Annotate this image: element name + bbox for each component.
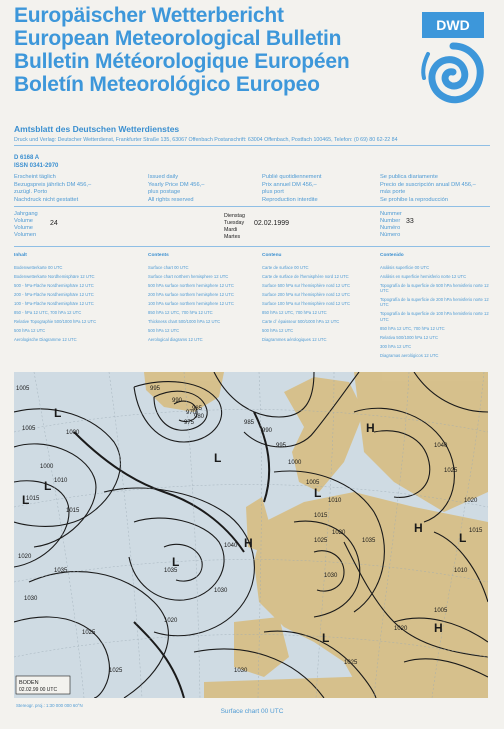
low-pressure-center: L: [54, 406, 62, 420]
title-fr: Bulletin Météorologique Européen: [14, 50, 350, 73]
publication-info-fr: Publié quotidiennement Prix annuel DM 456,– plus port Reproduction interdite: [262, 174, 322, 203]
pressure-label: 995: [150, 386, 161, 392]
pressure-label: 1005: [434, 608, 448, 614]
weekday-labels: Dienstag Tuesday Mardi Martes: [224, 213, 245, 240]
pressure-label: 1010: [328, 498, 342, 504]
divider: [14, 246, 490, 247]
title-de: Europäischer Wetterbericht: [14, 4, 284, 27]
map-stamp: [16, 676, 70, 694]
pressure-label: 1025: [109, 668, 123, 674]
pressure-label: 1015: [469, 528, 483, 534]
high-pressure-center: H: [366, 421, 375, 435]
pressure-label: 1030: [324, 573, 338, 579]
contents-en: Contents Surface chart 00 UTC Surface chart northern hemisphere 12 UTC 500 hPa surface northern hemisphere 12 UTC 200 hPa surface northern hemisphere 12 UTC 100 hPa surface northern hemisphere 12 UTC 850 hPa 12 UTC, 700 hPa 12 UTC Thickness chart 500/1000 hPa 12 UTC 500 hPa 12 UTC Aerological diagrams 12 UTC: [148, 253, 234, 342]
publication-codes: [14, 154, 58, 170]
volume-labels: Jahrgang Volume Volume Volumen: [14, 211, 38, 238]
low-pressure-center: L: [214, 451, 222, 465]
pressure-label: 1015: [26, 496, 40, 502]
low-pressure-center: L: [314, 486, 322, 500]
publication-info-de: Erscheint täglich Bezugspreis jährlich DM 456,– zuzügl. Porto Nachdruck nicht gestattet: [14, 174, 92, 203]
pressure-label: 1015: [314, 513, 328, 519]
map-caption: Surface chart 00 UTC: [220, 708, 284, 715]
pressure-label: 1025: [344, 660, 358, 666]
pressure-label: 1000: [288, 460, 302, 466]
low-pressure-center: L: [22, 493, 30, 507]
pressure-label: 1020: [464, 498, 478, 504]
pressure-label: 1005: [22, 426, 36, 432]
pressure-label: 1035: [54, 568, 68, 574]
title-en: European Meteorological Bulletin: [14, 27, 342, 50]
divider: [14, 145, 490, 146]
dwd-logo-text: DWD: [422, 12, 484, 38]
low-pressure-center: L: [44, 479, 52, 493]
pressure-label: 1040: [434, 443, 448, 449]
map-projection-note: Stereogr. proj.: 1:30 000 000 60°N: [16, 703, 83, 708]
pressure-label: 1010: [454, 568, 468, 574]
pressure-label: 975: [184, 420, 195, 426]
pressure-label: 1015: [66, 508, 80, 514]
pressure-label: 1020: [164, 618, 178, 624]
high-pressure-center: H: [244, 536, 253, 550]
pressure-label: 1020: [332, 530, 346, 536]
surface-weather-map: [14, 372, 488, 698]
pressure-label: 1005: [16, 386, 30, 392]
pressure-label: 985: [192, 406, 203, 412]
divider: [14, 206, 490, 207]
pressure-label: 1010: [54, 478, 68, 484]
map-stamp-line1: BODEN: [19, 680, 39, 686]
pressure-label: 1005: [306, 480, 320, 486]
publication-info-en: Issued daily Yearly Price DM 456,– plus postage All rights reserved: [148, 174, 205, 203]
pressure-label: 1020: [18, 554, 32, 560]
publication-info-es: Se publica diariamente Precio de suscripción anual DM 456,– más porte Se prohibe la reproducción: [380, 174, 476, 203]
dwd-swirl-icon: [418, 40, 488, 110]
high-pressure-center: H: [434, 621, 443, 635]
issn: ISSN 0341-2970: [14, 163, 59, 169]
pressure-label: 1025: [444, 468, 458, 474]
pressure-label: 995: [276, 443, 287, 449]
pressure-label: 970: [186, 410, 197, 416]
dwd-logo: [418, 12, 488, 110]
contents-de: Inhalt Bodenwetterkarte 00 UTC Bodenwetterkarte Nordhemisphäre 12 UTC 500 - hPa-Fläche Nordhemisphäre 12 UTC 200 - hPa-Fläche Nordhemisphäre 12 UTC 100 - hPa-Fläche Nordhemisphäre 12 UTC 850 - hPa 12 UTC, 700 hPa 12 UTC Relative Topographie 500/1000 hPa 12 UTC 500 hPa 12 UTC Aerologische Diagramme 12 UTC: [14, 253, 97, 342]
pressure-label: 1035: [362, 538, 376, 544]
pressure-label: 1025: [82, 630, 96, 636]
volume-value: 24: [50, 220, 58, 227]
title-es: Boletín Meteorológico Europeo: [14, 73, 320, 96]
pressure-label: 1020: [394, 626, 408, 632]
publisher-line: Druck und Verlag: Deutscher Wetterdienst, Frankfurter Straße 135, 63067 Offenbach Postanschrift: 63004 Offenbach, Postfach 100465, Telefon: (0 69) 80 62-22 84: [14, 137, 398, 143]
pressure-label: 1030: [24, 596, 38, 602]
pressure-label: 990: [262, 428, 273, 434]
pressure-label: 980: [194, 414, 205, 420]
pressure-label: 990: [172, 398, 183, 404]
pressure-label: 1025: [314, 538, 328, 544]
pressure-label: 1000: [66, 430, 80, 436]
pressure-label: 1035: [164, 568, 178, 574]
contents-es: Contenido Análisis superficie 00 UTC Análisis en superficie hemisferio norte 12 UTC Topografía de la superficie de 500 hPa hemisferio norte 12 UTC Topografía de la superficie de 200 hPa hemisferio norte 12 UTC Topografía de la superficie de 100 hPa hemisferio norte 12 UTC 850 hPa 12 UTC, 700 hPa 12 UTC Relativa 500/1000 hPa 12 UTC 300 hPa 12 UTC Diagramas aerológicos 12 UTC: [380, 253, 489, 358]
pressure-label: 1000: [40, 464, 54, 470]
issue-number: 33: [406, 218, 414, 225]
low-pressure-center: L: [172, 555, 180, 569]
contents-fr: Contenu Carte de surface 00 UTC Carte de surface de l'hemisphère nord 12 UTC Surface 500 hPa sur l'hemisphère nord 12 UTC Surface 200 hPa sur l'hemisphère nord 12 UTC Surface 100 hPa sur l'hemisphère nord 12 UTC 850 hPa 12 UTC, 700 hPa 12 UTC Carte d´ épaisseur 500/1000 hPa 12 UTC 500 hPa 12 UTC Diagrammes aérologiques 12 UTC: [262, 253, 351, 342]
d-code: D 6168 A: [14, 155, 40, 161]
pressure-label: 1030: [214, 588, 228, 594]
low-pressure-center: L: [459, 531, 467, 545]
number-labels: Nummer Number Numéro Número: [380, 211, 402, 238]
map-stamp-line2: 02.02.99 00 UTC: [19, 687, 58, 693]
low-pressure-center: L: [322, 631, 330, 645]
masthead-titles: [14, 4, 414, 96]
agency-title: Amtsblatt des Deutschen Wetterdienstes: [14, 124, 180, 134]
high-pressure-center: H: [414, 521, 423, 535]
pressure-label: 1030: [234, 668, 248, 674]
issue-date: 02.02.1999: [254, 220, 290, 227]
pressure-label: 985: [244, 420, 255, 426]
pressure-label: 1040: [224, 543, 238, 549]
